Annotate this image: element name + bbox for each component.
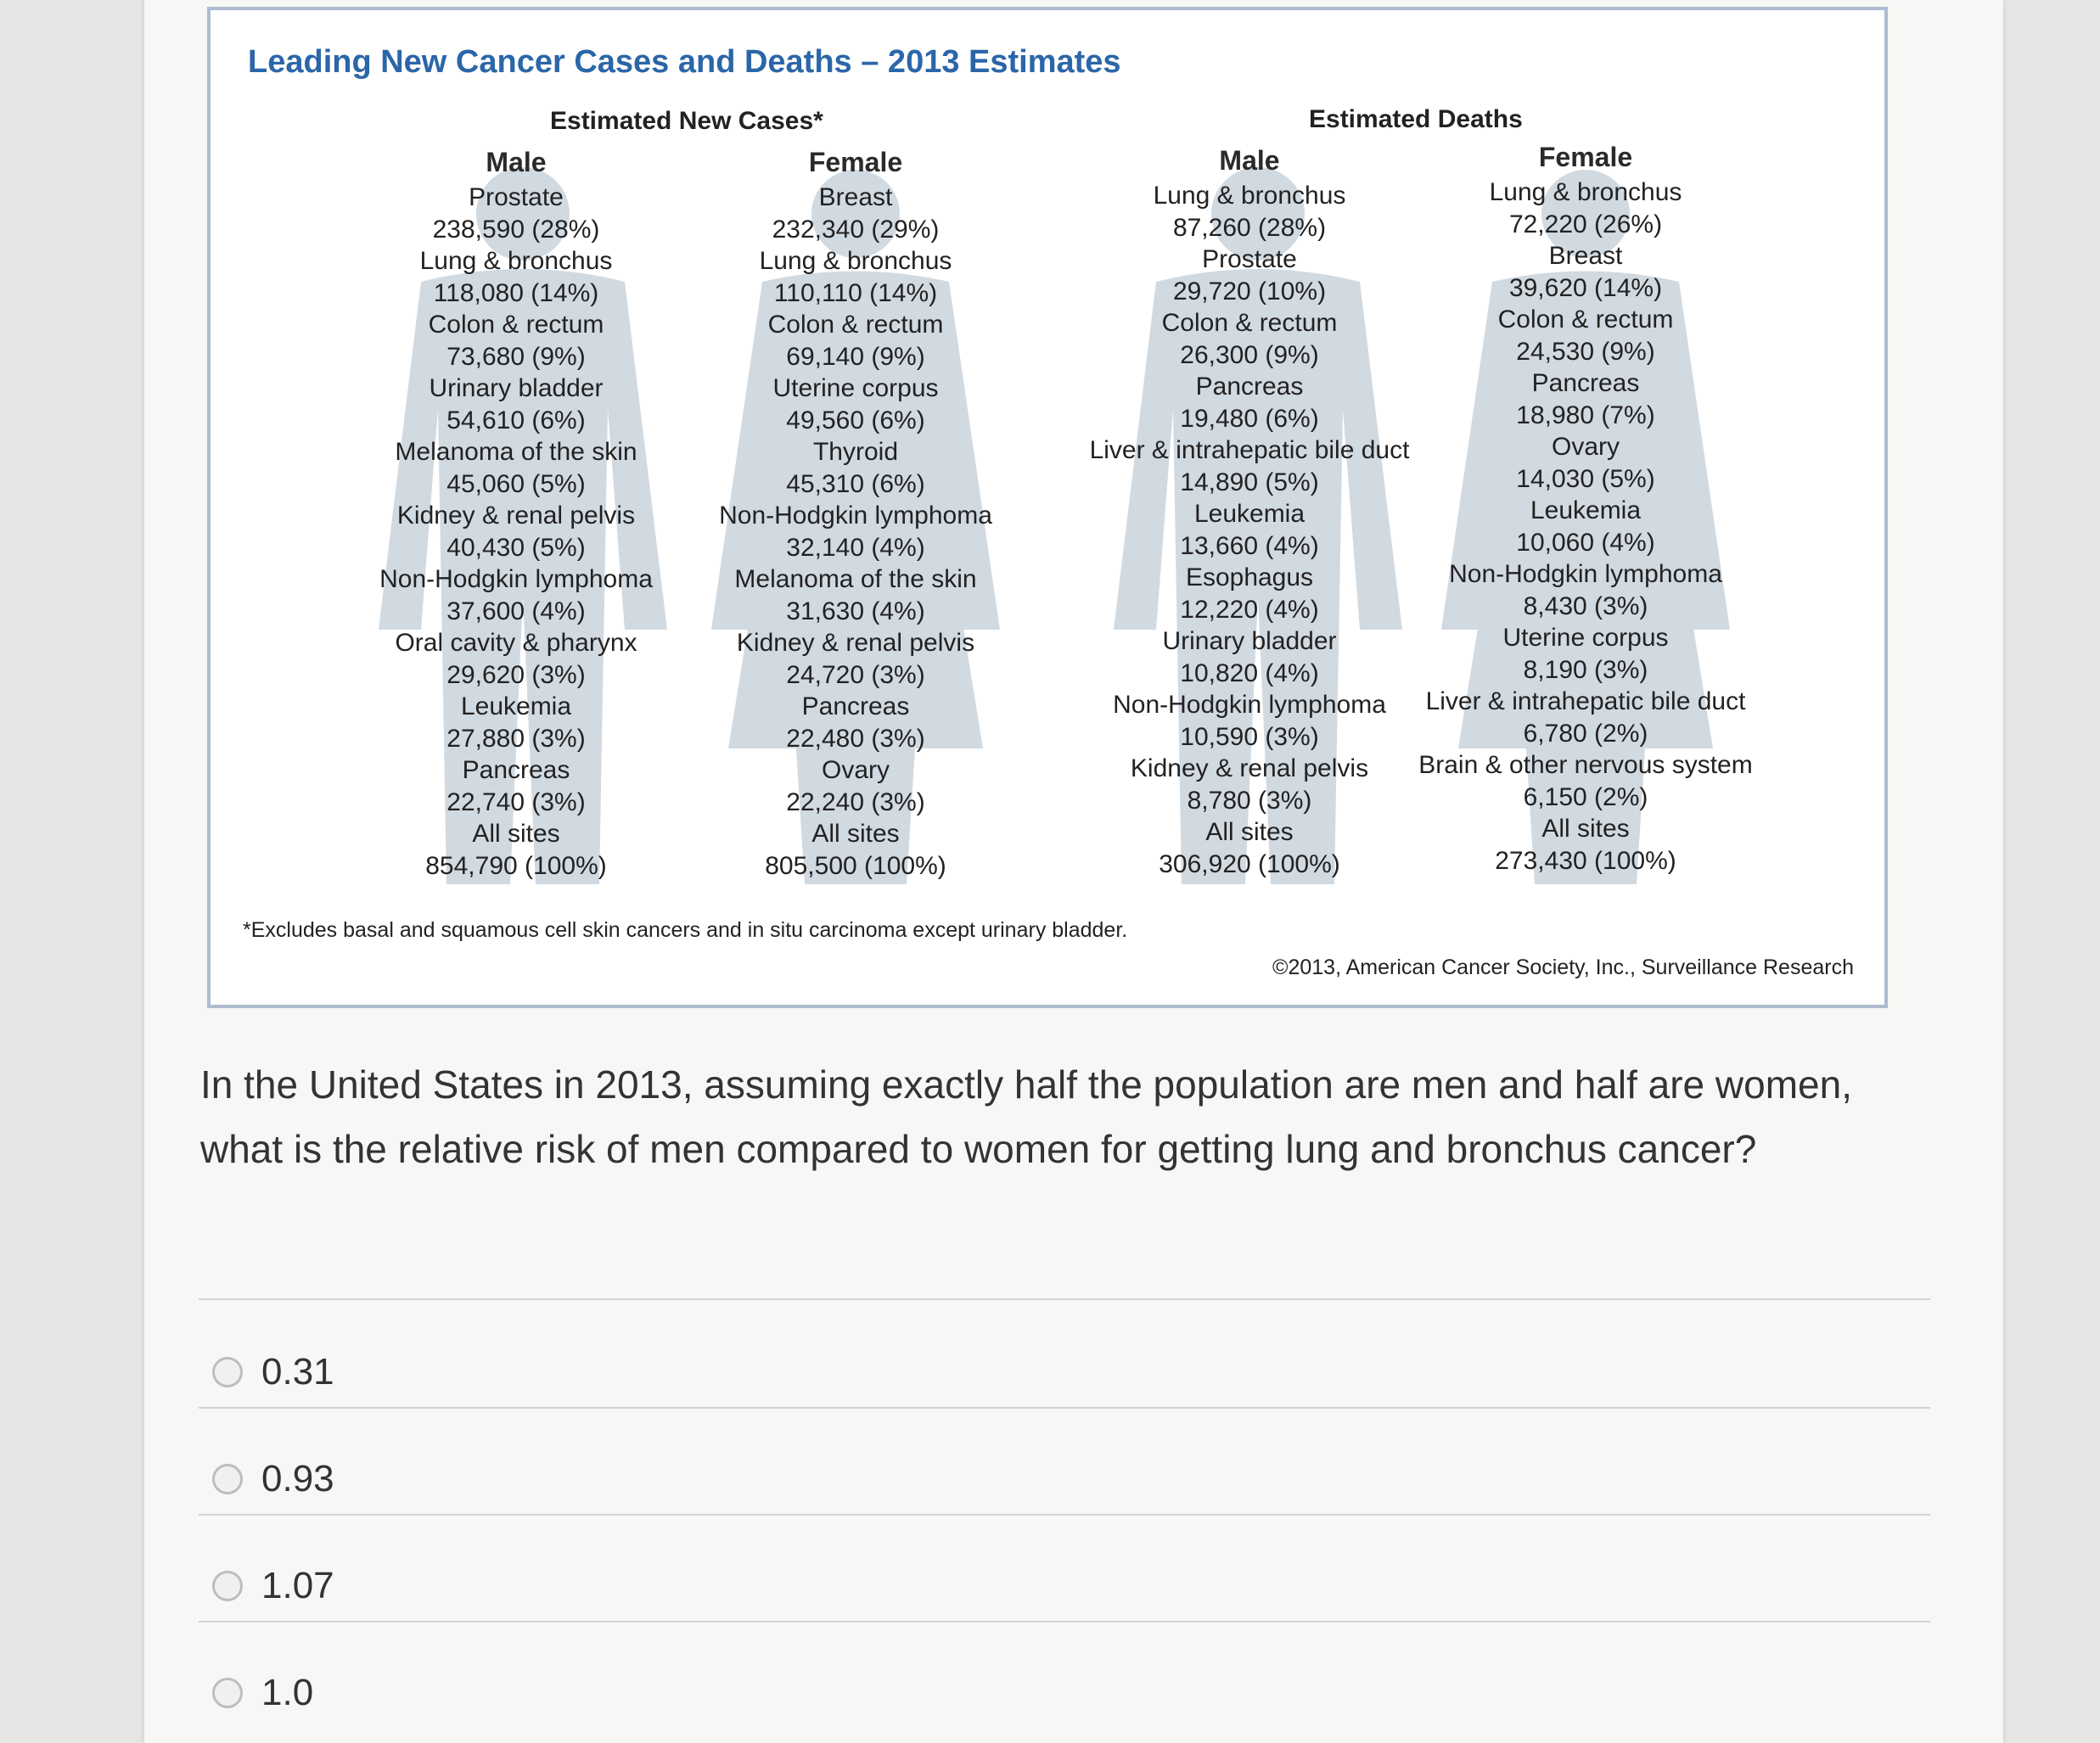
cancer-entry	[1407, 240, 1764, 304]
radio-button[interactable]	[212, 1357, 243, 1387]
copyright-notice: ©2013, American Cancer Society, Inc., Surveillance Research	[1272, 956, 1854, 979]
case-count: 6,150 (2%)	[1523, 782, 1648, 811]
case-count: 32,140 (4%)	[786, 533, 925, 562]
cancer-site: Liver & intrahepatic bile duct	[1089, 436, 1410, 464]
cancer-entry	[677, 818, 1034, 882]
case-count: 8,190 (3%)	[1523, 655, 1648, 684]
cancer-entry	[1407, 749, 1764, 813]
cancer-site: Pancreas	[1531, 369, 1640, 397]
column-header: Male	[486, 147, 547, 177]
case-count: 54,610 (6%)	[446, 406, 586, 434]
cancer-entry	[1407, 177, 1764, 240]
cancer-entry	[338, 436, 694, 500]
case-count: 10,590 (3%)	[1180, 722, 1319, 751]
option-label: 0.31	[261, 1351, 334, 1393]
case-count: 118,080 (14%)	[433, 278, 599, 307]
cancer-entry	[1407, 431, 1764, 495]
case-count: 12,220 (4%)	[1180, 595, 1319, 624]
case-count: 805,500 (100%)	[765, 851, 946, 880]
cancer-entry	[1407, 495, 1764, 558]
cancer-entry	[1071, 434, 1428, 498]
cancer-site: Breast	[1548, 242, 1623, 270]
case-count: 69,140 (9%)	[786, 342, 925, 371]
case-count: 45,310 (6%)	[786, 469, 925, 498]
case-count: 24,530 (9%)	[1516, 337, 1655, 366]
cancer-entry	[1407, 813, 1764, 877]
cancer-entry	[677, 373, 1034, 436]
cancer-site: Urinary bladder	[1162, 627, 1337, 655]
case-count: 6,780 (2%)	[1523, 719, 1648, 748]
cancer-entry	[1407, 622, 1764, 686]
cancer-site: Esophagus	[1185, 563, 1314, 591]
case-count: 22,240 (3%)	[786, 787, 925, 816]
answer-option[interactable]	[212, 1565, 334, 1607]
cancer-site: Kidney & renal pelvis	[396, 502, 636, 530]
divider	[199, 1621, 1930, 1623]
cancer-site: Non-Hodgkin lymphoma	[1449, 560, 1722, 588]
cancer-site: Lung & bronchus	[1489, 178, 1682, 206]
cancer-entry	[1071, 498, 1428, 562]
cancer-entry	[338, 627, 694, 691]
cancer-site: Lung & bronchus	[759, 247, 952, 275]
cancer-entry	[1407, 304, 1764, 367]
cancer-site: Non-Hodgkin lymphoma	[379, 565, 653, 593]
cancer-entry	[1407, 558, 1764, 622]
cancer-site: All sites	[472, 820, 560, 848]
option-label: 0.93	[261, 1458, 334, 1499]
cancer-entry	[1071, 244, 1428, 307]
cancer-site: Brain & other nervous system	[1418, 751, 1753, 779]
cancer-entry	[1407, 367, 1764, 431]
cancer-site: All sites	[1205, 818, 1294, 846]
cancer-site: Liver & intrahepatic bile duct	[1425, 687, 1746, 715]
deaths-female-column	[1407, 139, 1764, 877]
cancer-entry	[677, 436, 1034, 500]
new-cases-female-column	[677, 144, 1034, 882]
divider	[199, 1514, 1930, 1516]
case-count: 29,720 (10%)	[1172, 277, 1327, 305]
case-count: 26,300 (9%)	[1180, 340, 1319, 369]
cancer-site: Leukemia	[460, 692, 572, 720]
cancer-entry	[1407, 686, 1764, 749]
cancer-entry	[677, 309, 1034, 373]
case-count: 18,980 (7%)	[1516, 401, 1655, 429]
figure-title: Leading New Cancer Cases and Deaths – 2013 Estimates	[248, 44, 1121, 80]
cancer-entry	[1071, 180, 1428, 244]
case-count: 39,620 (14%)	[1508, 273, 1663, 302]
radio-button[interactable]	[212, 1571, 243, 1601]
cancer-entry	[1071, 625, 1428, 689]
cancer-entry	[677, 691, 1034, 754]
question-text: In the United States in 2013, assuming exactly half the population are men and half are women, what is the relative risk of men compared to women for getting lung and bronchus cancer?	[200, 1062, 1852, 1171]
cancer-site: Colon & rectum	[428, 311, 604, 339]
cancer-site: All sites	[811, 820, 900, 848]
column-header: Male	[1219, 145, 1280, 176]
deaths-header: Estimated Deaths	[1309, 105, 1523, 133]
case-count: 10,060 (4%)	[1516, 528, 1655, 557]
cancer-entry	[1071, 753, 1428, 816]
cancer-entry	[1071, 371, 1428, 434]
deaths-male-column	[1071, 143, 1428, 880]
case-count: 49,560 (6%)	[786, 406, 925, 434]
case-count: 27,880 (3%)	[446, 724, 586, 753]
case-count: 19,480 (6%)	[1180, 404, 1319, 433]
cancer-entry	[338, 500, 694, 563]
cancer-entry	[338, 754, 694, 818]
cancer-site: Thyroid	[812, 438, 899, 466]
cancer-site: Pancreas	[1195, 373, 1304, 401]
cancer-statistics-figure	[207, 7, 1888, 1008]
cancer-entry	[338, 182, 694, 245]
cancer-site: Breast	[818, 183, 893, 211]
cancer-site: Ovary	[1551, 433, 1620, 461]
option-label: 1.0	[261, 1672, 314, 1713]
cancer-site: Melanoma of the skin	[734, 565, 977, 593]
cancer-site: Prostate	[1202, 245, 1297, 273]
cancer-site: Kidney & renal pelvis	[736, 629, 975, 657]
answer-option[interactable]	[212, 1458, 334, 1500]
case-count: 14,890 (5%)	[1180, 468, 1319, 496]
case-count: 72,220 (26%)	[1508, 210, 1663, 238]
cancer-site: Ovary	[821, 756, 890, 784]
cancer-site: Kidney & renal pelvis	[1130, 754, 1369, 782]
cancer-site: Colon & rectum	[1497, 305, 1674, 333]
cancer-entry	[338, 373, 694, 436]
case-count: 87,260 (28%)	[1172, 213, 1327, 242]
new-cases-header: Estimated New Cases*	[550, 107, 823, 135]
cancer-entry	[677, 500, 1034, 563]
cancer-site: Pancreas	[801, 692, 910, 720]
cancer-entry	[1071, 689, 1428, 753]
cancer-site: Melanoma of the skin	[395, 438, 637, 466]
cancer-site: All sites	[1541, 815, 1630, 843]
case-count: 29,620 (3%)	[446, 660, 586, 689]
case-count: 22,480 (3%)	[786, 724, 925, 753]
case-count: 306,920 (100%)	[1159, 849, 1340, 878]
cancer-entry	[1071, 307, 1428, 371]
cancer-entry	[677, 627, 1034, 691]
answer-option[interactable]	[212, 1351, 334, 1393]
case-count: 14,030 (5%)	[1516, 464, 1655, 493]
case-count: 22,740 (3%)	[446, 787, 586, 816]
cancer-entry	[1071, 816, 1428, 880]
case-count: 8,780 (3%)	[1187, 786, 1312, 815]
new-cases-male-column	[338, 144, 694, 882]
cancer-site: Prostate	[469, 183, 564, 211]
option-label: 1.07	[261, 1565, 334, 1606]
divider	[199, 1298, 1930, 1300]
case-count: 238,590 (28%)	[432, 215, 600, 244]
cancer-site: Uterine corpus	[772, 374, 939, 402]
cancer-site: Non-Hodgkin lymphoma	[719, 502, 992, 530]
footnote: *Excludes basal and squamous cell skin cancers and in situ carcinoma except urinary bladder.	[243, 918, 1128, 942]
cancer-entry	[338, 818, 694, 882]
case-count: 854,790 (100%)	[425, 851, 607, 880]
cancer-site: Non-Hodgkin lymphoma	[1113, 691, 1386, 719]
cancer-site: Urinary bladder	[429, 374, 604, 402]
case-count: 232,340 (29%)	[772, 215, 940, 244]
case-count: 24,720 (3%)	[786, 660, 925, 689]
case-count: 8,430 (3%)	[1523, 591, 1648, 620]
cancer-site: Lung & bronchus	[419, 247, 613, 275]
cancer-site: Pancreas	[462, 756, 570, 784]
cancer-site: Leukemia	[1193, 500, 1305, 528]
cancer-entry	[677, 754, 1034, 818]
cancer-entry	[677, 182, 1034, 245]
radio-button[interactable]	[212, 1464, 243, 1494]
divider	[199, 1407, 1930, 1409]
cancer-entry	[677, 245, 1034, 309]
cancer-site: Leukemia	[1530, 496, 1642, 524]
cancer-entry	[338, 309, 694, 373]
column-header: Female	[1538, 142, 1633, 172]
case-count: 45,060 (5%)	[446, 469, 586, 498]
answer-option[interactable]	[212, 1672, 313, 1714]
cancer-entry	[1071, 562, 1428, 625]
cancer-entry	[338, 563, 694, 627]
case-count: 13,660 (4%)	[1180, 531, 1319, 560]
case-count: 31,630 (4%)	[786, 597, 925, 625]
cancer-entry	[338, 245, 694, 309]
case-count: 273,430 (100%)	[1495, 846, 1676, 875]
cancer-site: Colon & rectum	[1161, 309, 1338, 337]
cancer-entry	[338, 691, 694, 754]
cancer-site: Lung & bronchus	[1153, 182, 1346, 210]
case-count: 110,110 (14%)	[773, 278, 938, 307]
cancer-site: Uterine corpus	[1502, 624, 1669, 652]
case-count: 73,680 (9%)	[446, 342, 586, 371]
case-count: 10,820 (4%)	[1180, 659, 1319, 687]
cancer-site: Oral cavity & pharynx	[395, 629, 637, 657]
cancer-entry	[677, 563, 1034, 627]
column-header: Female	[808, 147, 903, 177]
case-count: 37,600 (4%)	[446, 597, 586, 625]
cancer-site: Colon & rectum	[767, 311, 944, 339]
case-count: 40,430 (5%)	[446, 533, 586, 562]
radio-button[interactable]	[212, 1678, 243, 1708]
